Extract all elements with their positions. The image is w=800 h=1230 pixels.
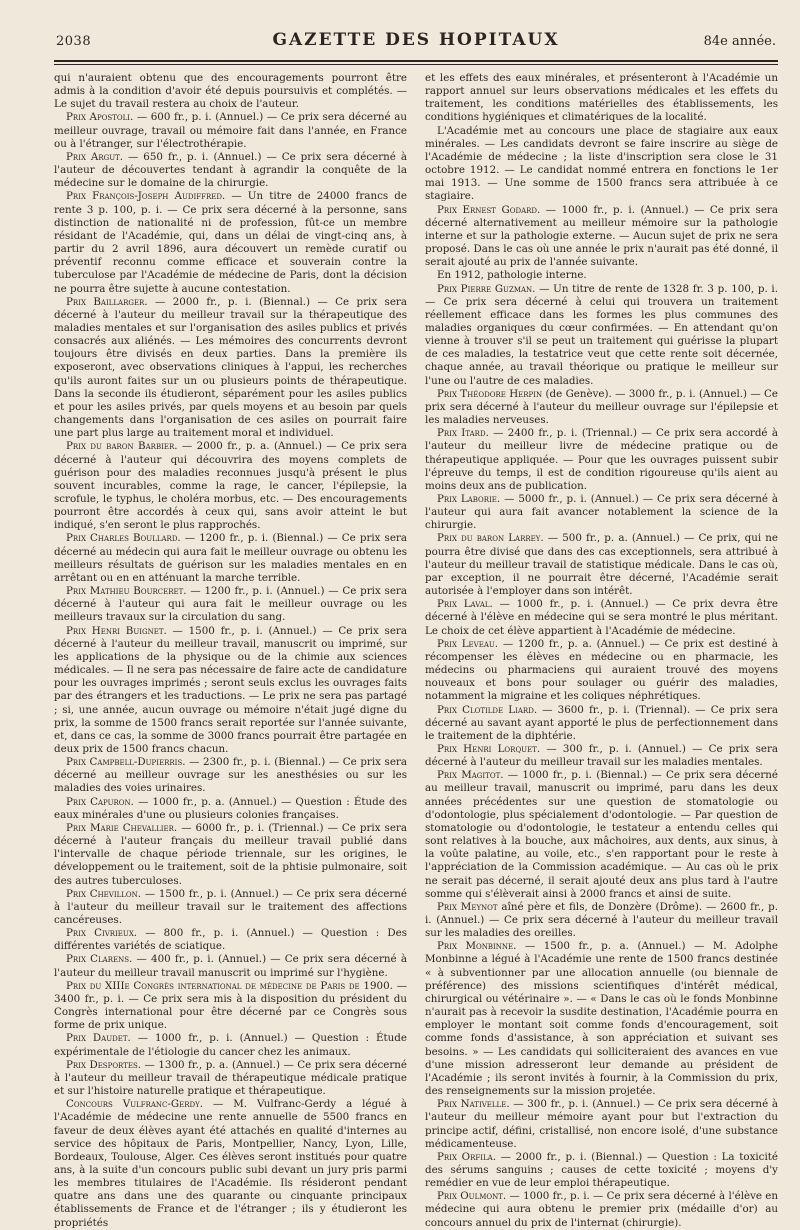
paragraph — [425, 532, 778, 598]
paragraph — [54, 625, 407, 757]
prize-name: Prix Laval. — [437, 598, 493, 611]
paragraph — [425, 427, 778, 493]
paragraph — [54, 151, 407, 190]
prize-name: Prix Leveau. — [437, 637, 499, 650]
paragraph — [425, 283, 778, 388]
paragraph — [425, 1098, 778, 1151]
paragraph — [425, 204, 778, 270]
paragraph-text: — 3400 fr., p. i. — Ce prix sera mis à la disposition du président du Congrès international pour être décerné par ce Congrès sous forme de prix unique. — [54, 979, 407, 1032]
prize-name: Prix Pierre Guzman. — [437, 282, 536, 295]
left-column — [54, 72, 408, 1229]
paragraph — [425, 743, 778, 769]
paragraph-text: L'Académie met au concours une place de stagiaire aux eaux minérales. — Les candidats devront se faire inscrire au siège de l'Académie de médecine ; la liste d'inscription sera close le 31 octobre 1912. — Le candidat nommé entrera en fonctions le 1er mai 1913. — Une somme de 1500 francs sera attribuée à ce stagiaire. — [425, 124, 778, 203]
paragraph-text: — 2300 fr., p. i. (Biennal.) — Ce prix sera décerné au meilleur ouvrage sur les anesthésies ou sur les maladies des voies urinaires. — [54, 756, 407, 795]
paragraph-text: aîné père et fils, de Donzère (Drôme). — 2600 fr., p. i. (Annuel.) — Ce prix sera décerné à l'auteur du meilleur travail sur les maladies des oreilles. — [425, 900, 778, 940]
prize-name: Prix Argut. — [66, 150, 124, 163]
paragraph — [425, 388, 778, 427]
text-columns — [54, 72, 779, 1229]
paragraph — [425, 493, 778, 532]
paragraph-text: — 1000 fr., p. i. — Ce prix sera décerné à l'élève en médecine qui aura obtenu le premier prix (médaille d'or) au concours annuel du prix de l'internat (chirurgie). — [425, 1190, 779, 1229]
paragraph — [425, 269, 778, 282]
paragraph-text: — M. Vulfranc-Gerdy a légué à l'Académie de médecine une rente annuelle de 5500 francs en faveur de deux élèves ayant été attachés en qualité d'internes au service des hôpitaux de Paris, Montpellier, Nancy, Lyon, Lille, Bordeaux, Toulouse, Alger. Ces élèves seront institués pour quatre ans, à la suite d'un concours public subi devant un jury pris parmi les membres titulaires de l'Académie. Ils résideront pendant quatre ans dans une des quarante ou cinquante principaux établissements de France et de l'étranger ; ils y étudieront les propriétés — [54, 1098, 407, 1229]
prize-name: Prix Ernest Godard. — [437, 203, 541, 216]
paragraph-text: — 1000 fr., p. i. (Annuel.) — Question : Étude expérimentale de l'étiologie du cancer chez les animaux. — [54, 1032, 407, 1058]
paragraph — [425, 1151, 778, 1190]
prize-name: Prix Meynot — [437, 900, 498, 913]
prize-name: Prix Laborie. — [437, 493, 501, 505]
paragraph — [425, 1190, 778, 1229]
paragraph-text: — 1000 fr., p. i. (Annuel.) — Ce prix devra être décerné à l'élève en médecine qui se sera montré le plus méritant. Le choix de cet élève appartient à l'Académie de médecine. — [425, 598, 778, 637]
paragraph-text: — 600 fr., p. i. (Annuel.) — Ce prix sera décerné au meilleur ouvrage, travail ou mémoire fait dans l'année, en France ou à l'étranger, sur l'électrothérapie. — [54, 111, 407, 150]
paragraph-text: — 1500 fr., p. i. (Annuel.) — Ce prix sera décerné à l'auteur du meilleur travail, manuscrit ou imprimé, sur les applications de la physique ou de la chimie aux sciences médicales. — Il ne sera pas nécessaire de faire acte de candidature pour les ouvrages imprimés ; seront seuls exclus les ouvrages faits par des étrangers et les traductions. — Le prix ne sera pas partagé ; si, une année, aucun ouvrage ou mémoire n'était jugé digne du prix, la somme de 1500 francs serait reportée sur l'année suivante, et, dans ce cas, la somme de 3000 francs pourrait être partagée en deux prix de 1500 francs chacun. — [54, 624, 407, 755]
prize-name: Prix Desportes. — [66, 1058, 142, 1071]
prize-name: Prix Baillarger. — [66, 295, 148, 308]
prize-name: Prix Campbell-Dupierris. — [66, 756, 186, 769]
paragraph — [54, 111, 407, 150]
paragraph — [54, 296, 407, 441]
paragraph — [54, 72, 407, 111]
prize-name: Prix Clotilde Liard. — [437, 703, 538, 716]
prize-name: Prix Mathieu Bourceret. — [66, 585, 187, 598]
paragraph-text: — 1500 fr., p. i. (Annuel.) — Ce prix sera décerné à l'auteur du meilleur travail sur le traitement des affections cancéreuses. — [54, 887, 408, 926]
paragraph-text: — 300 fr., p. i. (Annuel.) — Ce prix sera décerné à l'auteur du meilleur mémoire ayant pour but l'extraction du principe actif, défini, cristallisé, non encore isolé, d'une substance médicamenteuse. — [425, 1098, 778, 1150]
paragraph-text: — 400 fr., p. i. (Annuel.) — Ce prix sera décerné à l'auteur du meilleur travail manuscrit ou imprimé sur l'hygiène. — [54, 953, 407, 979]
paragraph-text: En 1912, pathologie interne. — [437, 269, 587, 282]
paragraph-text: — 800 fr., p. i. (Annuel.) — Question : Des différentes variétés de sciatique. — [54, 927, 407, 953]
prize-name: Prix Clarens. — [66, 953, 133, 966]
paragraph-text: — 500 fr., p. a. (Annuel.) — Ce prix, qui ne pourra être divisé que dans des cas exceptionnels, sera attribué à l'auteur du meilleur travail de statistique médicale. Dans le cas où, par exception, il ne pourrait être décerné, l'Académie serait autorisée à l'employer dans son intérêt. — [425, 532, 778, 598]
journal-title: GAZETTE DES HOPITAUX — [272, 30, 560, 50]
paragraph-text: (de Genève). — 3000 fr., p. i. (Annuel.) — Ce prix sera décerné à l'auteur du meilleur ouvrage sur l'épilepsie et les maladies nerveuses. — [425, 387, 778, 427]
prize-name: Prix Nativelle. — [437, 1098, 510, 1111]
prize-name: Prix Charles Boullard. — [66, 532, 181, 545]
prize-name: Prix Itard. — [437, 427, 489, 440]
paragraph-text: — 2000 fr., p. i. (Biennal.) — Ce prix sera décerné à l'auteur du meilleur travail sur la thérapeutique des maladies mentales et sur l'organisation des asiles publics et privés consacrés aux aliénés. — Les mémoires des concurrents devront toujours être divisés en deux parties. Dans la première ils exposeront, avec observations cliniques à l'appui, les recherches qu'ils auront faites sur un ou plusieurs points de thérapeutique. Dans la seconde ils étudieront, séparément pour les asiles publics et pour les asiles privés, par quels moyens et au besoin par quels changements dans l'organisation de ces asiles on pourrait faire une part plus large au traitement moral et individuel. — [54, 295, 407, 440]
paragraph — [54, 585, 407, 624]
right-column — [425, 72, 779, 1229]
paragraph-text: — 1000 fr., p. i. (Annuel.) — Ce prix sera décerné alternativement au meilleur mémoire sur la pathologie interne et sur la pathologie externe. — Aucun sujet de prix ne sera proposé. Dans le cas où une année le prix n'aurait pas été donné, il serait ajouté au prix de l'année suivante. — [425, 203, 778, 269]
paragraph-text: — 650 fr., p. i. (Annuel.) — Ce prix sera décerné à l'auteur de découvertes tendant à agrandir la conquête de la médecine sur le domaine de la chirurgie. — [54, 150, 407, 190]
paragraph-text: — 300 fr., p. i. (Annuel.) — Ce prix sera décerné à l'auteur du meilleur travail sur les maladies mentales. — [425, 742, 779, 769]
prize-name: Prix Oulmont. — [437, 1190, 507, 1203]
paragraph-text: — 1500 fr., p. a. (Annuel.) — M. Adolphe Monbinne a légué à l'Académie une rente de 1500 francs destinée « à subventionner par une allocation annuelle (ou biennale de préférence) des missions scientifiques d'intérêt médical, chirurgical ou vétérinaire ». — « Dans le cas où le fonds Monbinne n'aurait pas à recevoir la susdite destination, l'Académie pourra en employer le montant soit comme fonds d'encouragement, soit comme fonds d'assistance, à son appréciation et suivant ses besoins. » — Les candidats qui solliciteraient des avances en vue d'une mission adresseront leur demande au président de l'Académie ; ils seront invités à fournir, à la Commission du prix, des renseignements sur la mission projetée. — [425, 940, 779, 1098]
paragraph — [54, 888, 407, 927]
paragraph-text: — 1200 fr., p. i. (Annuel.) — Ce prix sera décerné à l'auteur qui aura fait le meilleur ouvrage ou les meilleurs travaux sur la circulation du sang. — [54, 585, 407, 624]
prize-name: Prix du baron Larrey. — [437, 532, 544, 545]
paragraph — [54, 1059, 407, 1098]
paragraph — [54, 1098, 407, 1230]
paragraph — [425, 598, 778, 637]
prize-name: Prix Henri Buignet. — [66, 624, 167, 637]
paragraph-text: et les effets des eaux minérales, et présenteront à l'Académie un rapport annuel sur leurs observations médicales et les effets du traitement, les conditions matérielles des établissements, les conditions hygiéniques et climatériques de la localité. — [425, 72, 778, 124]
paragraph — [54, 190, 407, 295]
prize-name: Prix Apostoli. — [66, 111, 134, 124]
paragraph — [425, 638, 778, 704]
prize-name: Prix du XIIIe Congrès international de médecine de Paris de 1900. — [66, 979, 393, 992]
paragraph — [54, 822, 407, 888]
paragraph — [425, 769, 778, 901]
running-header — [54, 24, 778, 62]
prize-name: Prix Capuron. — [66, 795, 134, 808]
prize-name: Prix Magitot. — [437, 769, 504, 782]
paragraph-text: — 2000 fr., p. a. (Annuel.) — Ce prix sera décerné à l'auteur qui découvrira des moyens complets de guérison pour des maladies reconnues jusqu'à présent le plus souvent incurables, comme la rage, le cancer, l'épilepsie, la scrofule, le typhus, le choléra morbus, etc. — Des encouragements pourront être accordés à ceux qui, sans avoir atteint le but indiqué, s'en seront le plus rapprochés. — [54, 440, 407, 532]
paragraph-text: — 2400 fr., p. i. (Triennal.) — Ce prix sera accordé à l'auteur du meilleur livre de médecine pratique ou de thérapeutique appliquée. — Pour que les ouvrages puissent subir l'épreuve du temps, il est de condition rigoureuse qu'ils aient au moins deux ans de publication. — [425, 427, 778, 492]
prize-name: Prix Civrieux. — [66, 927, 138, 940]
paragraph — [54, 532, 407, 585]
prize-name: Prix Théodore Herpin — [437, 387, 543, 400]
paragraph — [54, 927, 407, 953]
paragraph-text: — 1200 fr., p. i. (Biennal.) — Ce prix sera décerné au médecin qui aura fait le meilleur ouvrage ou obtenu les meilleurs résultats de guérison sur les maladies mentales en en arrêtant ou en en atténuant la marche terrible. — [54, 532, 407, 584]
paragraph-text: — 5000 fr., p. i. (Annuel.) — Ce prix sera décerné à l'auteur qui aura fait avancer notablement la science de la chirurgie. — [425, 493, 778, 532]
paragraph-text: — Un titre de rente de 1328 fr. 3 p. 100, p. i. — Ce prix sera décerné à celui qui trouvera un traitement réellement efficace dans les formes les plus communes des maladies organiques du cœur confirmées. — En attendant qu'on vienne à trouver s'il se peut un traitement qui guérisse la plupart de ces maladies, la testatrice veut que cette rente soit décernée, chaque année, au travail théorique ou pratique le meilleur sur l'une ou l'autre de ces maladies. — [425, 282, 778, 387]
paragraph — [54, 1032, 407, 1058]
year-label: 84e année. — [703, 34, 776, 49]
paragraph-text: — 3600 fr., p. i. (Triennal). — Ce prix sera décerné au savant ayant apporté le plus de perfectionnement dans le traitement de la diphtérie. — [425, 703, 778, 742]
prize-name: Prix Henri Lorquet. — [437, 742, 541, 755]
paragraph-text: — 6000 fr., p. i. (Triennal.) — Ce prix sera décerné à l'auteur français du meilleur travail publié dans l'intervalle de chaque période triennale, sur les origines, le développement ou le traitement, soit de la phtisie pulmonaire, soit des autres tuberculoses. — [54, 821, 407, 887]
prize-name: Prix Daudet. — [66, 1032, 131, 1045]
paragraph-text: — 1000 fr., p. a. (Annuel.) — Question : Étude des eaux minérales d'une ou plusieurs colonies françaises. — [54, 795, 407, 821]
paragraph-text: qui n'auraient obtenu que des encouragements pourront être admis à la condition d'avoir été depuis poursuivis et complétés. — Le sujet du travail restera au choix de l'auteur. — [54, 72, 407, 111]
paragraph-text: — 1000 fr., p. i. (Biennal.) — Ce prix sera décerné au meilleur travail, manuscrit ou imprimé, paru dans les deux années précédentes sur une question de stomatologie ou d'odontologie, plus spécialement d'odontologie. — Par question de stomatologie ou d'odontologie, le testateur a entendu celles qui sont relatives à la bouche, aux mâchoires, aux dents, aux sinus, à la voûte palatine, au voile, etc., s'en rapportant pour le reste à l'appréciation de la Commission académique. — Au cas où le prix ne serait pas décerné, il serait ajouté deux ans plus tard à l'autre somme qui s'élèverait ainsi à 2000 francs et ainsi de suite. — [425, 769, 779, 900]
paragraph-text: — 1300 fr., p. a. (Annuel.) — Ce prix sera décerné à l'auteur du meilleur travail de thérapeutique médicale pratique et sur l'histoire naturelle pratique et thérapeutique. — [54, 1058, 407, 1098]
page-number: 2038 — [56, 34, 92, 49]
paragraph — [54, 756, 407, 795]
paragraph-text: — 1200 fr., p. a. (Annuel.) — Ce prix est destiné à récompenser les élèves en médecine ou en pharmacie, les médecins ou pharmaciens qui auraient trouvé des moyens nouveaux et bons pour soulager ou guérir des maladies, notamment la migraine et les coliques néphrétiques. — [425, 637, 778, 703]
prize-name: Concours Vulfranc-Gerdy. — [66, 1098, 204, 1111]
paragraph — [54, 953, 407, 979]
paragraph — [54, 796, 407, 822]
prize-name: Prix Marie Chevallier. — [66, 821, 178, 834]
paragraph-text: — Un titre de 24000 francs de rente 3 p. 100, p. i. — Ce prix sera décerné à la personne, sans distinction de nationalité ni de profession, fût-ce un membre résidant de l'Académie, qui, dans un délai de vingt-cinq ans, à partir du 2 avril 1896, aura découvert un remède curatif ou préventif reconnu comme efficace et souverain contre la tuberculose par l'Académie de médecine de Paris, dont la décision ne pourra être sujette à aucune contestation. — [54, 190, 407, 295]
prize-name: Prix Chevillon. — [66, 887, 142, 900]
paragraph — [425, 125, 778, 204]
paragraph — [54, 980, 407, 1033]
paragraph — [425, 940, 778, 1098]
prize-name: Prix du baron Barbier. — [66, 440, 178, 453]
prize-name: Prix Orfila. — [437, 1150, 496, 1163]
paragraph-text: — 2000 fr., p. i. (Biennal.) — Question : La toxicité des sérums sanguins ; causes de cette toxicité ; moyens d'y remédier en vue de leur emploi thérapeutique. — [425, 1150, 778, 1190]
prize-name: Prix François-Joseph Audiffred. — [66, 190, 226, 203]
paragraph — [54, 440, 407, 532]
prize-name: Prix Monbinne. — [437, 940, 517, 953]
paragraph — [425, 901, 778, 940]
paragraph — [425, 72, 778, 125]
paragraph — [425, 704, 778, 743]
